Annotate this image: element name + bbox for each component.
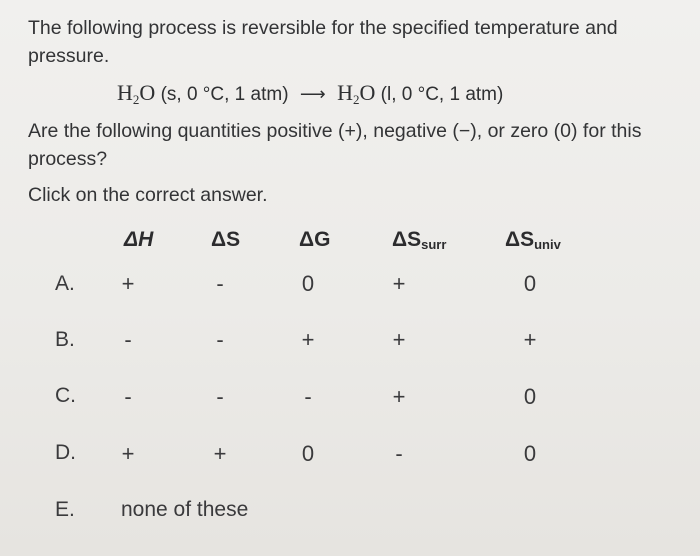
option-d-delta-s-surr: -	[395, 441, 403, 466]
option-label: B.	[55, 328, 75, 351]
option-c-delta-s-surr: +	[392, 384, 406, 409]
product-formula: $H_2O$	[337, 80, 376, 107]
option-b-delta-s-surr: +	[392, 327, 406, 352]
option-label: A.	[55, 272, 75, 295]
reaction-equation	[117, 80, 503, 108]
option-d-delta-h: +	[121, 441, 135, 466]
option-d-delta-g: 0	[301, 441, 315, 466]
option-b-delta-h: -	[124, 327, 132, 352]
option-d-delta-s: +	[213, 441, 227, 466]
header-delta-g: ΔG	[299, 228, 331, 251]
header-delta-s: ΔS	[211, 228, 241, 251]
option-a-delta-s-surr: +	[392, 271, 406, 296]
option-label: D.	[55, 441, 76, 464]
option-a-delta-s: -	[216, 271, 224, 296]
option-d-delta-s-univ: 0	[523, 441, 537, 466]
header-delta-s-univ: $\Delta S_{univ}$	[505, 228, 561, 252]
option-a-delta-h: +	[121, 271, 135, 296]
option-c-delta-g: -	[304, 384, 312, 409]
product-state: (l, 0 °C, 1 atm)	[380, 84, 504, 105]
header-delta-h: ΔH	[124, 228, 154, 251]
question-line-1: The following process is reversible for the specified temperature and	[28, 17, 618, 39]
option-label: C.	[55, 384, 76, 407]
option-b-delta-s-univ: +	[523, 327, 537, 352]
instruction: Click on the correct answer.	[28, 184, 268, 206]
prompt-line-1: Are the following quantities positive (+), negative (−), or zero (0) for this	[28, 120, 642, 142]
prompt-line-2: process?	[28, 148, 108, 170]
reactant-formula: $H_2O$	[117, 80, 156, 107]
option-b-delta-s: -	[216, 327, 224, 352]
question-line-2: pressure.	[28, 45, 110, 67]
reactant-state: (s, 0 °C, 1 atm)	[160, 84, 289, 105]
option-c-delta-s: -	[216, 384, 224, 409]
option-b-delta-g: +	[301, 327, 315, 352]
option-a-delta-s-univ: 0	[523, 271, 537, 296]
option-e-text: none of these	[121, 498, 249, 521]
option-a-delta-g: 0	[301, 271, 315, 296]
option-c-delta-s-univ: 0	[523, 384, 537, 409]
option-c-delta-h: -	[124, 384, 132, 409]
option-label: E.	[55, 498, 75, 521]
reaction-arrow-icon: ⟶	[299, 84, 326, 104]
header-delta-s-surr: $\Delta S_{surr}$	[392, 228, 447, 252]
